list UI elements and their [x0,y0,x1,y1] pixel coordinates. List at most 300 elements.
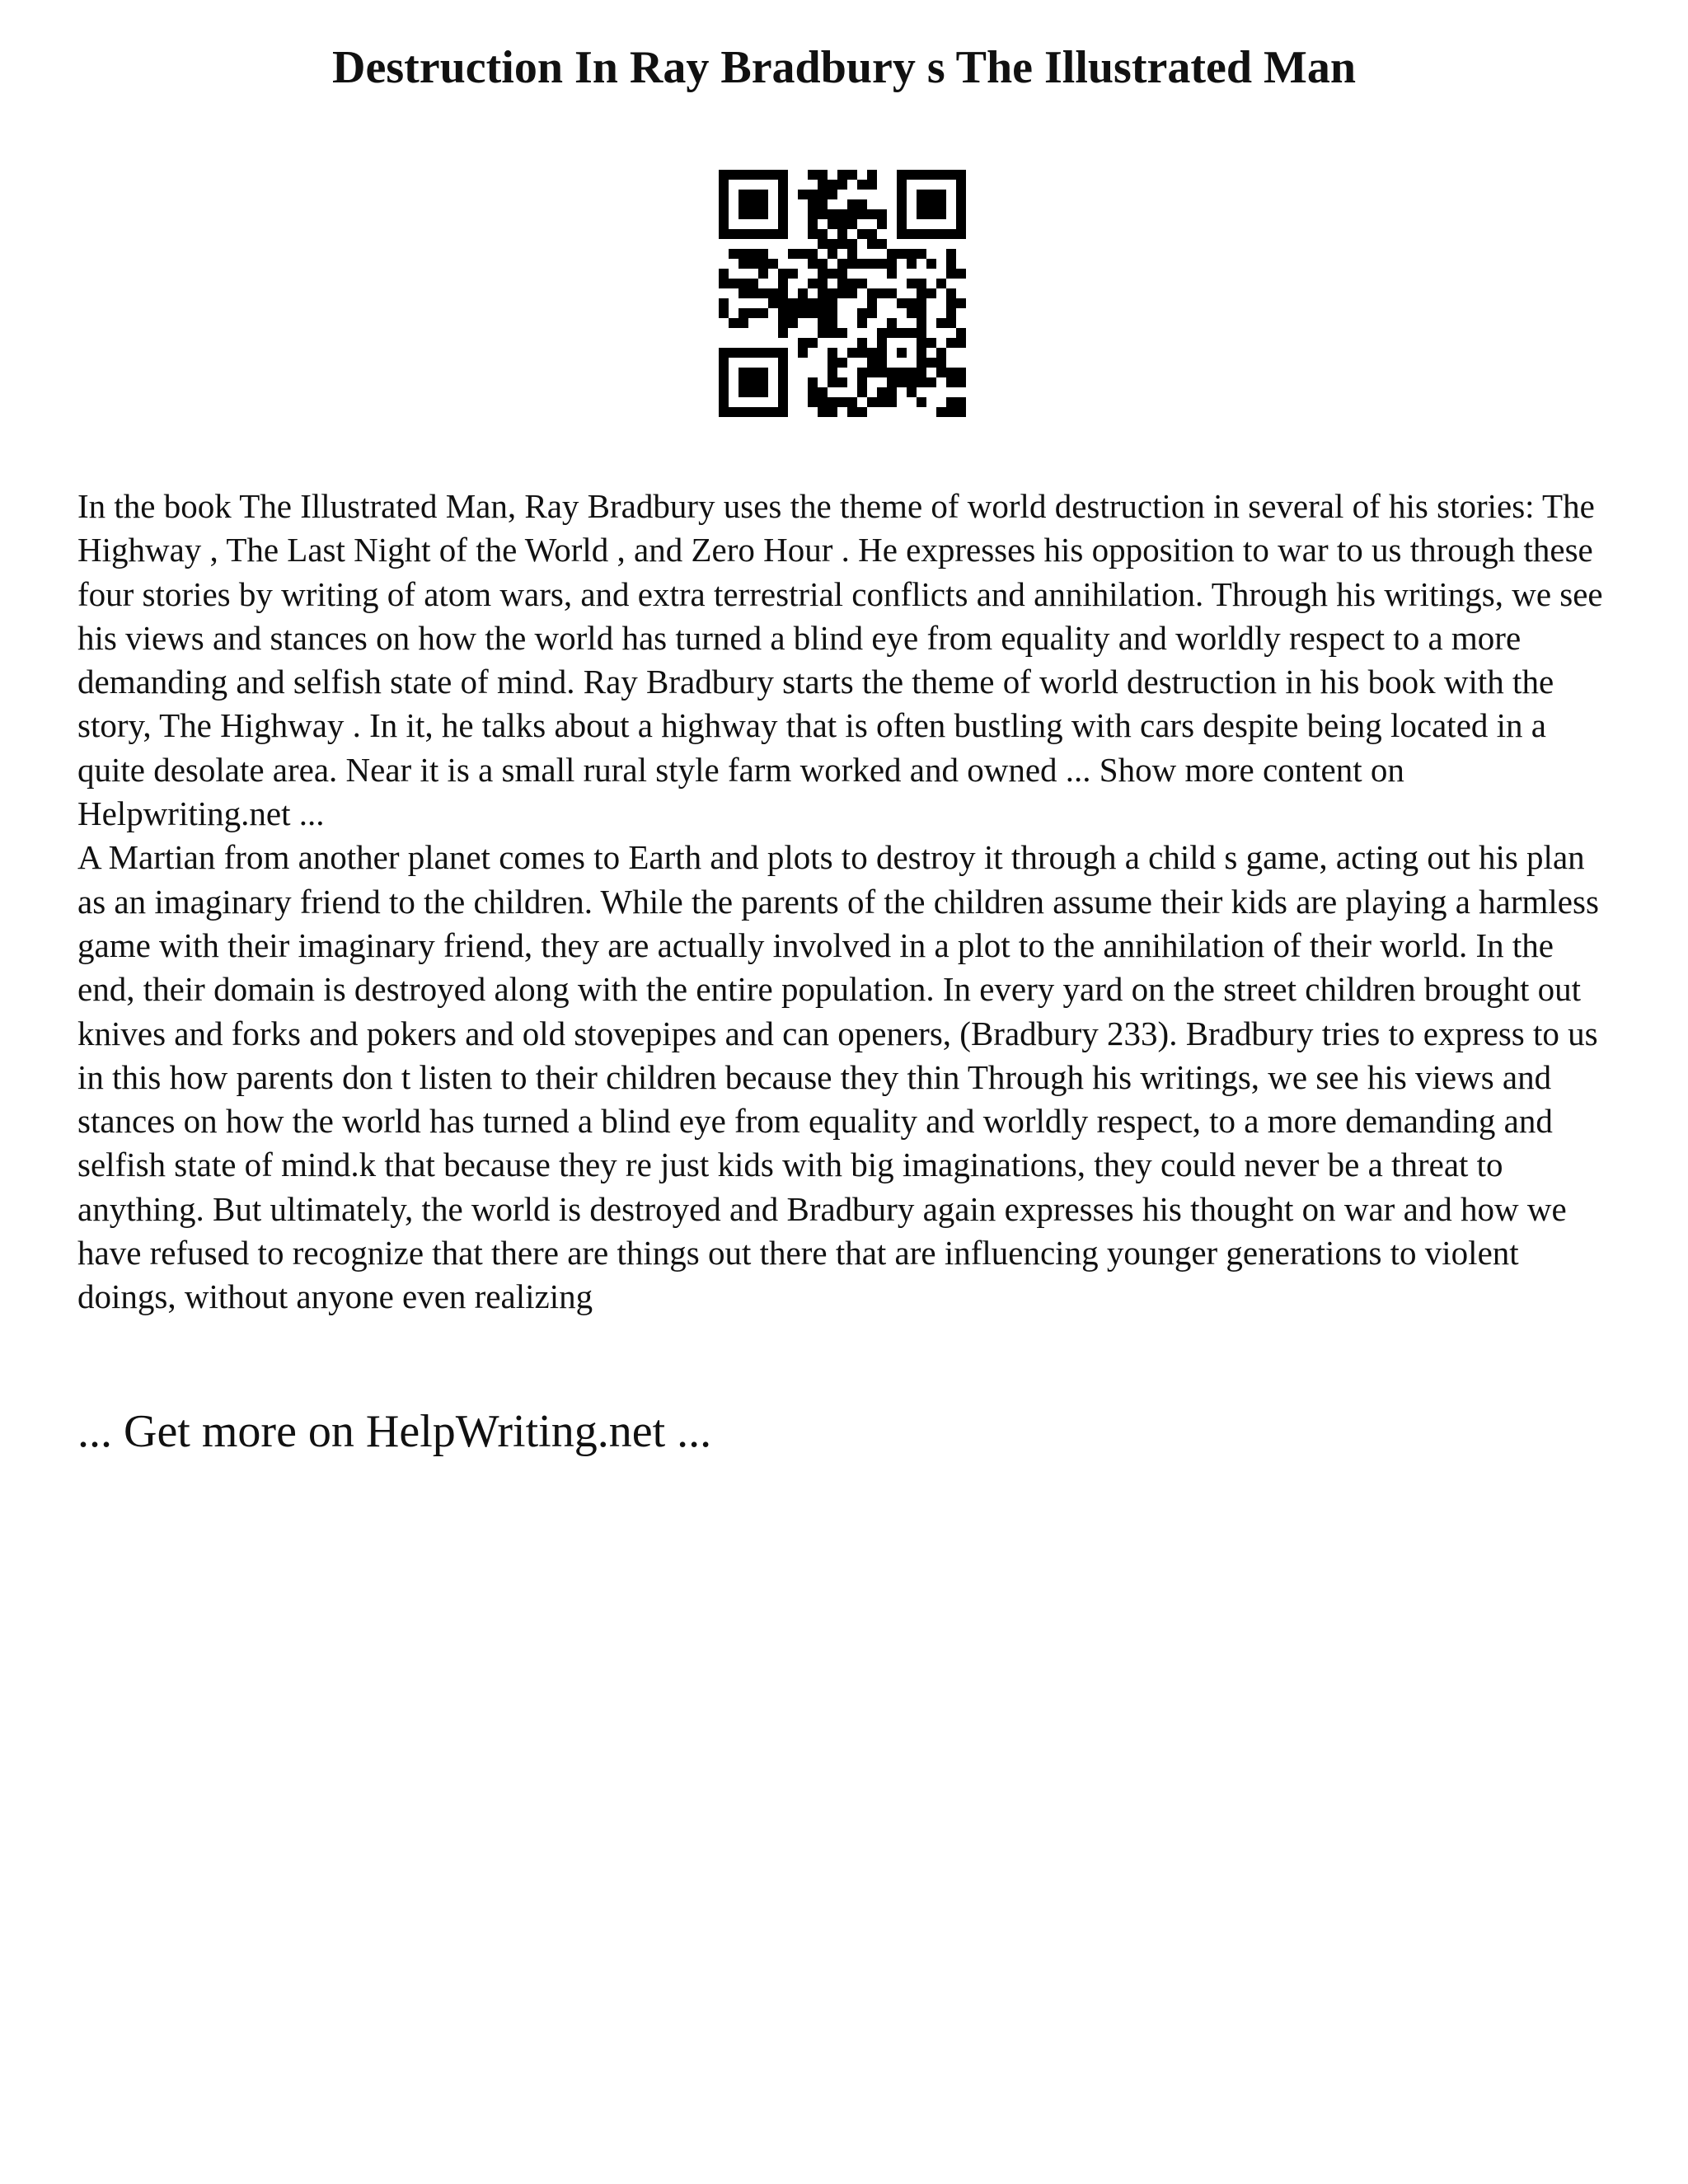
qr-module [887,387,897,397]
qr-module [808,229,818,239]
qr-module [738,288,748,298]
qr-module [936,190,946,199]
qr-module [917,368,926,377]
qr-module [936,318,946,328]
qr-module [818,199,828,209]
qr-module [837,180,847,190]
qr-module [808,190,818,199]
qr-module [926,199,936,209]
qr-module [877,219,887,229]
qr-module [897,229,907,239]
qr-module [837,288,847,298]
qr-module [778,180,788,190]
qr-module [748,308,758,318]
qr-module [867,298,877,308]
qr-module [808,209,818,219]
qr-module [828,269,837,279]
qr-module [877,358,887,368]
qr-module [828,298,837,308]
qr-module [847,219,857,229]
qr-module [926,209,936,219]
qr-module [857,229,867,239]
qr-module [758,288,768,298]
qr-module [946,269,956,279]
qr-module [897,180,907,190]
qr-module [837,209,847,219]
qr-module [748,377,758,387]
qr-module [867,397,877,407]
qr-module [808,387,818,397]
qr-module [877,259,887,269]
qr-module [897,219,907,229]
qr-module [956,219,966,229]
qr-module [828,368,837,377]
qr-module [926,170,936,180]
qr-module [768,407,778,417]
qr-module [847,249,857,259]
qr-module [847,279,857,288]
qr-module [946,288,956,298]
qr-module [887,259,897,269]
qr-module [897,190,907,199]
qr-module [808,397,818,407]
qr-module [956,407,966,417]
qr-module [738,318,748,328]
qr-module [758,229,768,239]
qr-module [847,397,857,407]
qr-module [738,348,748,358]
qr-module [818,209,828,219]
qr-module [818,308,828,318]
qr-module [857,209,867,219]
qr-module [847,407,857,417]
qr-module [818,239,828,249]
qr-module [936,170,946,180]
qr-module [798,348,808,358]
qr-module [828,209,837,219]
qr-module [758,199,768,209]
qr-module [857,199,867,209]
qr-module [887,328,897,338]
qr-module [926,338,936,348]
qr-module [748,387,758,397]
qr-module [926,190,936,199]
qr-module [719,219,729,229]
qr-module [837,259,847,269]
qr-module [926,229,936,239]
qr-module [877,328,887,338]
qr-module [719,180,729,190]
qr-module [818,229,828,239]
qr-module [719,229,729,239]
qr-module [768,348,778,358]
qr-module [808,298,818,308]
qr-module [828,288,837,298]
qr-module [738,249,748,259]
qr-module [828,407,837,417]
qr-module [748,209,758,219]
qr-module [837,229,847,239]
qr-module [729,249,738,259]
qr-module [867,180,877,190]
qr-module [729,318,738,328]
qr-module [867,358,877,368]
qr-module [837,170,847,180]
qr-module [719,269,729,279]
qr-module [917,229,926,239]
qr-module [738,190,748,199]
qr-module [887,269,897,279]
qr-module [867,308,877,318]
qr-module [729,279,738,288]
qr-module [907,170,917,180]
qr-module [719,377,729,387]
qr-module [837,239,847,249]
qr-module [818,328,828,338]
qr-module [778,377,788,387]
qr-module [798,298,808,308]
document-title: Destruction In Ray Bradbury s The Illustrated Man [332,42,1356,93]
qr-module [778,279,788,288]
qr-module [887,368,897,377]
qr-module [758,407,768,417]
qr-module [847,170,857,180]
qr-module [808,377,818,387]
qr-module [738,170,748,180]
qr-module [946,229,956,239]
qr-module [808,219,818,229]
qr-module [946,318,956,328]
qr-module [798,308,808,318]
qr-module [917,358,926,368]
qr-module [778,397,788,407]
qr-module [778,288,788,298]
qr-module [867,229,877,239]
qr-module [808,249,818,259]
qr-module [857,387,867,397]
qr-module [738,368,748,377]
qr-module [877,288,887,298]
qr-module [818,259,828,269]
qr-module [818,397,828,407]
qr-module [778,368,788,377]
qr-module [936,209,946,219]
qr-module [847,259,857,269]
qr-module [867,170,877,180]
qr-module [828,239,837,249]
qr-module [748,199,758,209]
qr-module [719,199,729,209]
qr-module [956,397,966,407]
qr-module [828,377,837,387]
qr-module [857,180,867,190]
qr-module [758,209,768,219]
qr-module [778,298,788,308]
qr-module [926,259,936,269]
qr-module [946,259,956,269]
qr-module [946,298,956,308]
qr-module [828,397,837,407]
qr-module [897,328,907,338]
qr-module [946,338,956,348]
qr-module [778,209,788,219]
qr-module [936,358,946,368]
qr-module [828,318,837,328]
qr-module [837,269,847,279]
qr-module [907,229,917,239]
qr-module [897,199,907,209]
qr-module [837,397,847,407]
qr-module [808,279,818,288]
qr-module [778,358,788,368]
qr-module [798,288,808,298]
qr-module [758,190,768,199]
qr-module [778,308,788,318]
qr-module [818,298,828,308]
qr-module [877,387,887,397]
qr-module [877,209,887,219]
qr-module [926,377,936,387]
qr-module [798,338,808,348]
qr-code-graphic [719,170,966,417]
qr-module [946,170,956,180]
qr-module [917,318,926,328]
qr-module [857,318,867,328]
qr-module [936,407,946,417]
get-more-link[interactable]: ... Get more on HelpWriting.net ... [77,1406,712,1457]
qr-module [897,377,907,387]
qr-module [917,170,926,180]
qr-module [946,368,956,377]
qr-module [729,170,738,180]
qr-module [857,259,867,269]
qr-module [828,358,837,368]
qr-module [917,279,926,288]
qr-module [788,298,798,308]
qr-module [956,368,966,377]
qr-module [837,279,847,288]
qr-module [877,348,887,358]
qr-module [778,229,788,239]
qr-module [818,279,828,288]
qr-module [867,209,877,219]
qr-module [956,229,966,239]
qr-module [857,338,867,348]
qr-module [897,368,907,377]
qr-module [719,407,729,417]
qr-module [897,249,907,259]
qr-module [748,170,758,180]
qr-module [907,368,917,377]
qr-module [857,407,867,417]
qr-module [778,269,788,279]
qr-module [758,387,768,397]
qr-module [897,348,907,358]
qr-module [828,348,837,358]
qr-module [738,407,748,417]
qr-module [877,239,887,249]
qr-module [768,259,778,269]
qr-module [778,407,788,417]
qr-module [857,279,867,288]
qr-module [887,397,897,407]
qr-module [917,397,926,407]
qr-module [828,249,837,259]
qr-module [758,170,768,180]
qr-module [788,249,798,259]
qr-module [768,229,778,239]
qr-module [758,259,768,269]
qr-module [907,298,917,308]
qr-module [867,348,877,358]
qr-module [946,249,956,259]
qr-module [867,288,877,298]
qr-module [867,239,877,249]
qr-module [907,328,917,338]
qr-module [778,387,788,397]
qr-module [818,180,828,190]
qr-module [768,298,778,308]
qr-module [828,219,837,229]
qr-module [887,377,897,387]
qr-module [778,318,788,328]
qr-module [748,259,758,269]
qr-module [917,190,926,199]
qr-module [857,348,867,358]
qr-module [877,368,887,377]
qr-module [738,229,748,239]
qr-module [956,199,966,209]
qr-module [738,279,748,288]
qr-module [758,348,768,358]
qr-module [857,368,867,377]
qr-module [907,387,917,397]
qr-module [719,170,729,180]
document-body [77,485,1611,1319]
qr-module [828,308,837,318]
qr-module [956,338,966,348]
qr-module [837,377,847,387]
qr-module [808,170,818,180]
qr-module [758,249,768,259]
qr-module [748,368,758,377]
qr-module [778,348,788,358]
qr-module [897,170,907,180]
qr-module [758,269,768,279]
qr-module [877,338,887,348]
qr-module [719,279,729,288]
qr-module [738,199,748,209]
qr-module [926,288,936,298]
qr-module [857,308,867,318]
qr-module [917,249,926,259]
qr-module [738,259,748,269]
qr-module [946,308,956,318]
qr-module [758,308,768,318]
qr-module [917,308,926,318]
qr-module [818,387,828,397]
qr-module [917,328,926,338]
qr-module [719,348,729,358]
qr-module [956,180,966,190]
qr-module [946,397,956,407]
qr-module [847,348,857,358]
qr-module [719,358,729,368]
qr-module [818,170,828,180]
qr-module [768,170,778,180]
paragraph-2: A Martian from another planet comes to Earth and plots to destroy it through a child s game, acting out his plan as an imaginary friend to the children. While the parents of the children assume their kids are playing a harmless game with their imaginary friend, they are actually involved in a plot to the annihilation of their world. In the end, their domain is destroyed along with the entire population. In every yard on the street children brought out knives and forks and pokers and old stovepipes and can openers, (Bradbury 233). Bradbury tries to express to us in this how parents don t listen to their children because they thin Through his writings, we see his views and stances on how the world has turned a blind eye from equality and worldly respect, to a more demanding and selfish state of mind.k that because they re just kids with big imaginations, they could never be a threat to anything. But ultimately, the world is destroyed and Bradbury again expresses his thought on war and how we have refused to recognize that there are things out there that are influencing younger generations to violent doings, without anyone even realizing [77,838,1599,1316]
qr-module [907,279,917,288]
qr-module [847,288,857,298]
qr-module [719,298,729,308]
qr-module [907,259,917,269]
qr-module [808,259,818,269]
paragraph-1: In the book The Illustrated Man, Ray Bradbury uses the theme of world destruction in several of his stories: The Highway , The Last Night of the World , and Zero Hour . He expresses his opposition to war to us through these four stories by writing of atom wars, and extra terrestrial conflicts and annihilation. Through his writings, we see his views and stances on how the world has turned a blind eye from equality and worldly respect to a more demanding and selfish state of mind. Ray Bradbury starts the theme of world destruction in his book with the story, The Highway . In it, he talks about a highway that is often bustling with cars despite being located in a quite desolate area. Near it is a small rural style farm worked and owned ... Show more content on Helpwriting.net ... [77,487,1603,833]
qr-module [907,308,917,318]
qr-module [917,209,926,219]
qr-module [719,397,729,407]
qr-module [837,358,847,368]
qr-module [946,407,956,417]
qr-module [926,358,936,368]
qr-module [738,308,748,318]
qr-module [946,377,956,387]
qr-module [808,199,818,209]
qr-module [788,308,798,318]
qr-module [808,338,818,348]
qr-module [956,190,966,199]
qr-module [956,298,966,308]
qr-module [748,229,758,239]
qr-module [738,387,748,397]
qr-module [907,249,917,259]
qr-module [857,377,867,387]
qr-module [936,348,946,358]
qr-module [956,328,966,338]
qr-module [956,170,966,180]
qr-module [847,239,857,249]
qr-module [936,199,946,209]
qr-module [729,407,738,417]
qr-module [798,190,808,199]
qr-module [917,298,926,308]
qr-module [818,288,828,298]
qr-module [917,199,926,209]
qr-module [818,318,828,328]
qr-module [798,249,808,259]
qr-module [748,249,758,259]
qr-module [887,288,897,298]
qr-module [738,209,748,219]
qr-module [758,368,768,377]
qr-code-icon[interactable] [719,170,966,417]
qr-module [808,308,818,318]
qr-module [956,209,966,219]
qr-module [936,368,946,377]
qr-module [887,249,897,259]
qr-module [837,328,847,338]
qr-module [748,407,758,417]
qr-module [748,190,758,199]
qr-module [758,377,768,387]
qr-module [897,298,907,308]
qr-module [956,377,966,387]
qr-module [748,348,758,358]
qr-module [738,377,748,387]
qr-module [719,308,729,318]
qr-module [936,229,946,239]
qr-module [818,190,828,199]
